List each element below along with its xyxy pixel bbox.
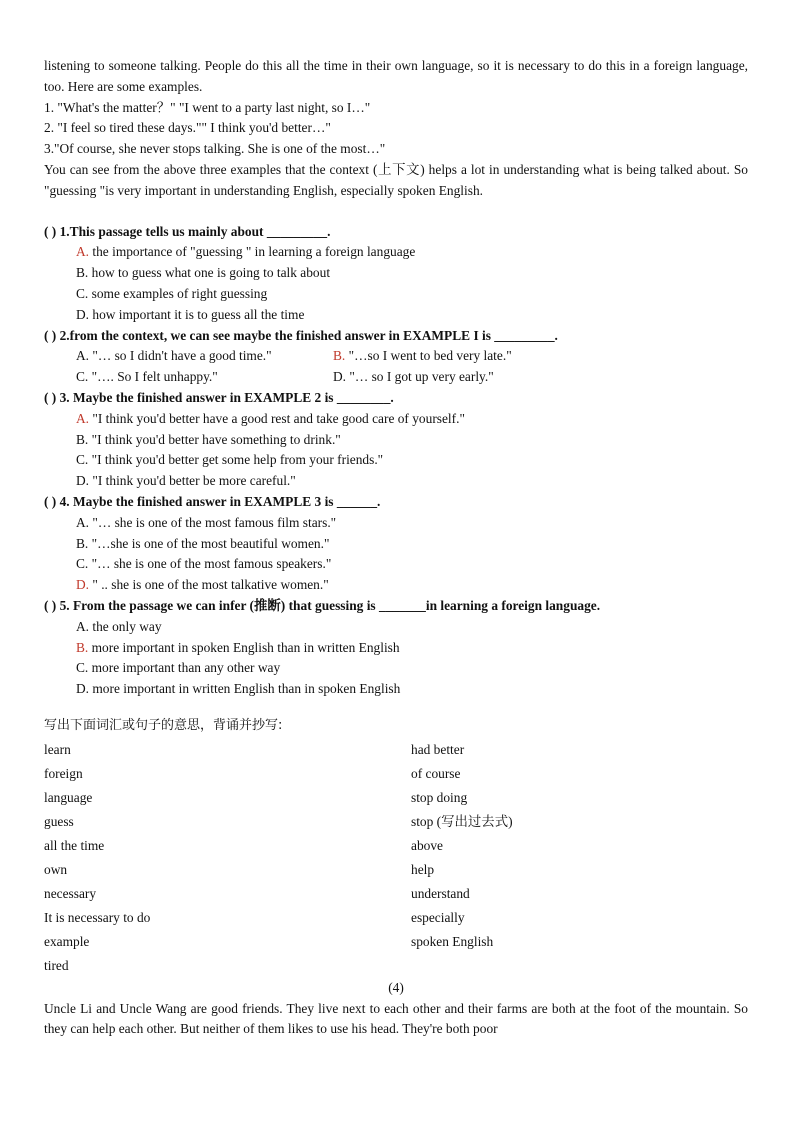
option-text: " .. she is one of the most talkative women." (92, 577, 329, 593)
option-letter: A. (76, 410, 90, 426)
worksheet-page (44, 56, 748, 1040)
option-row (44, 367, 748, 388)
option-text: "I think you'd better get some help from your friends." (91, 452, 384, 468)
vocab-item (411, 954, 748, 978)
option-letter: C. (76, 369, 89, 385)
option-row (44, 513, 748, 534)
option-row (44, 263, 748, 284)
option-letter: D. (76, 473, 90, 489)
answer-option (76, 681, 400, 696)
intro-paragraph: listening to someone talking. People do this all the time in their own language, so it is necessary to do this in a foreign language, too. Here are some examples. (44, 58, 748, 94)
option-text: "…so I went to bed very late." (348, 348, 512, 364)
vocab-item: stop doing (411, 789, 468, 805)
vocab-item: above (411, 837, 443, 853)
option-text: "I think you'd better have a good rest and take good care of yourself." (92, 410, 465, 426)
option-text: "… so I didn't have a good time." (92, 348, 272, 364)
option-row (44, 450, 748, 471)
option-row (44, 242, 748, 263)
option-text: more important in spoken English than in written English (91, 639, 400, 655)
context-paragraph: You can see from the above three examples that the context (上下文) helps a lot in understanding what is being talked about. So "guessing "is very important in understanding English, especially spoken English. (44, 161, 748, 198)
option-row (44, 638, 748, 659)
option-text: the only way (92, 618, 162, 634)
option-letter: C. (76, 660, 89, 676)
option-letter: D. (76, 681, 90, 697)
answer-option (76, 515, 336, 530)
vocab-item: foreign (44, 765, 83, 781)
vocab-item: example (44, 933, 90, 949)
vocab-item: learn (44, 741, 71, 757)
example-3: 3."Of course, she never stops talking. She is one of the most…" (44, 141, 386, 157)
vocab-item: spoken English (411, 933, 494, 949)
vocab-item: especially (411, 909, 465, 925)
option-letter: C. (76, 452, 89, 468)
vocab-item: own (44, 861, 68, 877)
answer-option (76, 348, 272, 363)
option-row (44, 430, 748, 451)
option-letter: A. (76, 514, 90, 530)
answer-option (76, 452, 383, 467)
answer-option (76, 536, 329, 551)
option-row (44, 534, 748, 555)
option-row (44, 471, 748, 492)
option-letter: B. (76, 265, 89, 281)
vocab-item: help (411, 861, 435, 877)
vocab-item: all the time (44, 837, 105, 853)
option-row (44, 305, 748, 326)
answer-option (76, 265, 330, 280)
answer-option (76, 577, 329, 592)
option-text: "I think you'd better be more careful." (92, 473, 296, 489)
option-letter: C. (76, 556, 89, 572)
vocab-item: had better (411, 741, 465, 757)
vocab-item: tired (44, 957, 69, 973)
question-stem: ( ) 3. Maybe the finished answer in EXAMPLE 2 is ________. (44, 389, 394, 405)
option-text: "…she is one of the most beautiful women." (91, 535, 330, 551)
answer-option (76, 432, 341, 447)
option-letter: A. (76, 618, 90, 634)
question-stem: ( ) 1.This passage tells us mainly about _________. (44, 223, 331, 239)
option-letter: B. (76, 639, 89, 655)
question-list (44, 222, 748, 700)
option-row (44, 658, 748, 679)
option-row (44, 679, 748, 700)
vocab-item: language (44, 789, 93, 805)
option-row (44, 554, 748, 575)
answer-option (76, 619, 162, 634)
option-letter: A. (76, 348, 90, 364)
answer-option (76, 473, 296, 488)
answer-option (76, 660, 280, 675)
option-text: more important in written English than in spoken English (92, 681, 401, 697)
vocab-grid (44, 738, 748, 978)
option-text: more important than any other way (91, 660, 281, 676)
option-row (44, 346, 748, 367)
option-text: some examples of right guessing (91, 285, 268, 301)
answer-option (76, 556, 331, 571)
vocab-item: of course (411, 765, 461, 781)
option-text: how important it is to guess all the time (92, 306, 305, 322)
question-stem: ( ) 4. Maybe the finished answer in EXAMPLE 3 is ______. (44, 493, 381, 509)
option-text: "I think you'd better have something to drink." (91, 431, 341, 447)
answer-option (76, 411, 465, 426)
option-letter: D. (333, 369, 347, 385)
option-row (44, 617, 748, 638)
answer-option (76, 286, 267, 301)
option-text: "…. So I felt unhappy." (91, 369, 218, 385)
option-letter: C. (76, 285, 89, 301)
vocab-item: understand (411, 885, 470, 901)
option-row (44, 409, 748, 430)
option-text: how to guess what one is going to talk about (91, 265, 331, 281)
option-text: the importance of "guessing " in learning a foreign language (92, 244, 416, 260)
answer-option (76, 307, 304, 322)
example-2: 2. "I feel so tired these days."" I think you'd better…" (44, 120, 331, 136)
option-text: "… so I got up very early." (349, 369, 494, 385)
answer-option (333, 348, 512, 363)
question-stem: ( ) 2.from the context, we can see maybe the finished answer in EXAMPLE I is _________. (44, 327, 558, 343)
option-letter: D. (76, 306, 90, 322)
vocab-item: necessary (44, 885, 97, 901)
answer-option (76, 244, 415, 259)
answer-option (76, 640, 400, 655)
story-paragraph: Uncle Li and Uncle Wang are good friends. They live next to each other and their farms are both at the foot of the mountain. So they can help each other. But neither of them likes to use his head. They're both poor (44, 1000, 748, 1037)
vocab-item: guess (44, 813, 74, 829)
option-letter: B. (76, 535, 89, 551)
option-row (44, 575, 748, 596)
option-row (44, 284, 748, 305)
vocab-item: It is necessary to do (44, 909, 151, 925)
example-1: 1. "What's the matter？" "I went to a party last night, so I…" (44, 99, 371, 115)
option-text: "… she is one of the most famous film stars." (92, 514, 337, 530)
vocab-instructions: 写出下面词汇或句子的意思，背诵并抄写: (44, 717, 283, 733)
question-stem: ( ) 5. From the passage we can infer (推断) that guessing is _______in learning a foreign language. (44, 597, 601, 613)
answer-option (333, 369, 494, 384)
option-letter: D. (76, 577, 90, 593)
option-text: "… she is one of the most famous speakers." (91, 556, 332, 572)
option-letter: B. (333, 348, 346, 364)
vocab-item: stop (写出过去式) (411, 813, 513, 829)
option-letter: B. (76, 431, 89, 447)
section-number: (4) (388, 979, 404, 995)
answer-option (76, 369, 218, 384)
option-letter: A. (76, 244, 90, 260)
